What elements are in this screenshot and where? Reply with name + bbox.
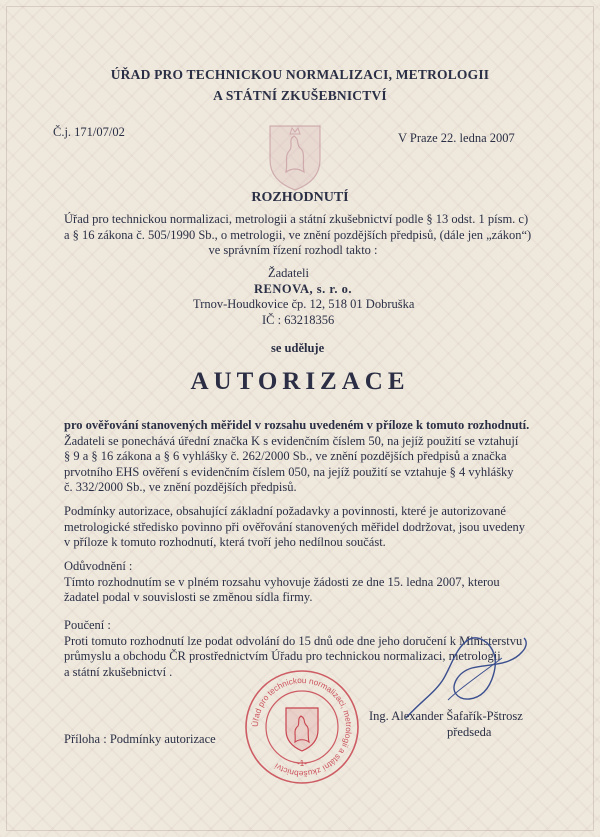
- signatory-role: předseda: [447, 725, 492, 739]
- conditions-line-3: v příloze k tomuto rozhodnutí, která tvoří jeho nedílnou součást.: [64, 535, 386, 549]
- applicant-id: IČ : 63218356: [262, 313, 335, 327]
- instruction-line-1: Proti tomuto rozhodnutí lze podat odvolání do 15 dnů ode dne jeho doručení k Ministerstvu: [64, 633, 523, 648]
- decision-intro: [64, 212, 554, 259]
- applicant-address: Trnov-Houdkovice čp. 12, 518 01 Dobruška: [193, 297, 415, 311]
- signatory-name: Ing. Alexander Šafařík-Pštrosz: [369, 709, 523, 723]
- coat-of-arms-emblem: [266, 122, 324, 192]
- place-date: V Praze 22. ledna 2007: [398, 131, 515, 145]
- reference-number: Č.j. 171/07/02: [53, 125, 125, 139]
- attachment-note: Příloha : Podmínky autorizace: [64, 732, 216, 746]
- conditions-line-2: metrologické středisko povinno při ověřování stanovených měřidel dodržovat, jsou uvedeny: [64, 519, 525, 534]
- applicant-name: RENOVA, s. r. o.: [254, 282, 352, 296]
- authorization-title: AUTORIZACE: [190, 368, 410, 395]
- instruction-line-3: a státní zkušebnictví .: [64, 664, 173, 679]
- stamp-number: -1-: [297, 759, 307, 768]
- scope-line-3: § 9 a § 16 zákona a § 6 vyhlášky č. 262/2000 Sb., ve znění pozdějších předpisů a značka: [64, 449, 507, 463]
- scope-line-4: prvotního EHS ověření s evidenčním číslem 050, na jejíž použití se vztahuje § 4 vyhlášky: [64, 464, 514, 479]
- scope-line-2: Žadateli se ponechává úřední značka K s evidenčním číslem 50, na jejíž použití se vztahují: [64, 433, 519, 448]
- applicant-label: Žadateli: [268, 266, 309, 280]
- grants-text: se uděluje: [271, 341, 325, 355]
- decision-title: ROZHODNUTÍ: [251, 190, 349, 205]
- conditions-line-1: Podmínky autorizace, obsahující základní požadavky a povinnosti, které je autorizované: [64, 504, 506, 518]
- official-stamp: [243, 668, 361, 786]
- reasoning-line-1: Tímto rozhodnutím se v plném rozsahu vyhovuje žádosti ze dne 15. ledna 2007, kterou: [64, 574, 500, 589]
- scope-line-1: pro ověřování stanovených měřidel v rozsahu uvedeném v příloze k tomuto rozhodnutí.: [64, 418, 530, 432]
- office-name-line1: ÚŘAD PRO TECHNICKOU NORMALIZACI, METROLOGII: [110, 67, 490, 82]
- intro-line-2: a § 16 zákona č. 505/1990 Sb., o metrologii, ve znění pozdějších předpisů, (dále jen „zákon“): [64, 227, 532, 242]
- stamp-ring-text: Úřad pro technickou normalizaci, metrologii a státní zkušebnictví: [250, 675, 354, 779]
- instruction-line-2: průmyslu a obchodu ČR prostřednictvím Úřadu pro technickou normalizaci, metrologii: [64, 649, 501, 663]
- office-name-line2: A STÁTNÍ ZKUŠEBNICTVÍ: [213, 88, 387, 103]
- scope-section: [64, 418, 539, 496]
- reasoning-section: [64, 559, 539, 606]
- reasoning-heading: Odůvodnění :: [64, 559, 133, 573]
- scope-line-5: č. 332/2000 Sb., ve znění pozdějších předpisů.: [64, 480, 297, 494]
- instruction-heading: Poučení :: [64, 618, 111, 632]
- intro-line-3: ve správním řízení rozhodl takto :: [208, 243, 378, 257]
- intro-line-1: Úřad pro technickou normalizaci, metrologii a státní zkušebnictví podle § 13 odst. 1 písm. c): [64, 212, 529, 226]
- reasoning-line-2: žadatel podal v souvislosti se změnou sídla firmy.: [64, 590, 313, 604]
- conditions-section: [64, 504, 539, 551]
